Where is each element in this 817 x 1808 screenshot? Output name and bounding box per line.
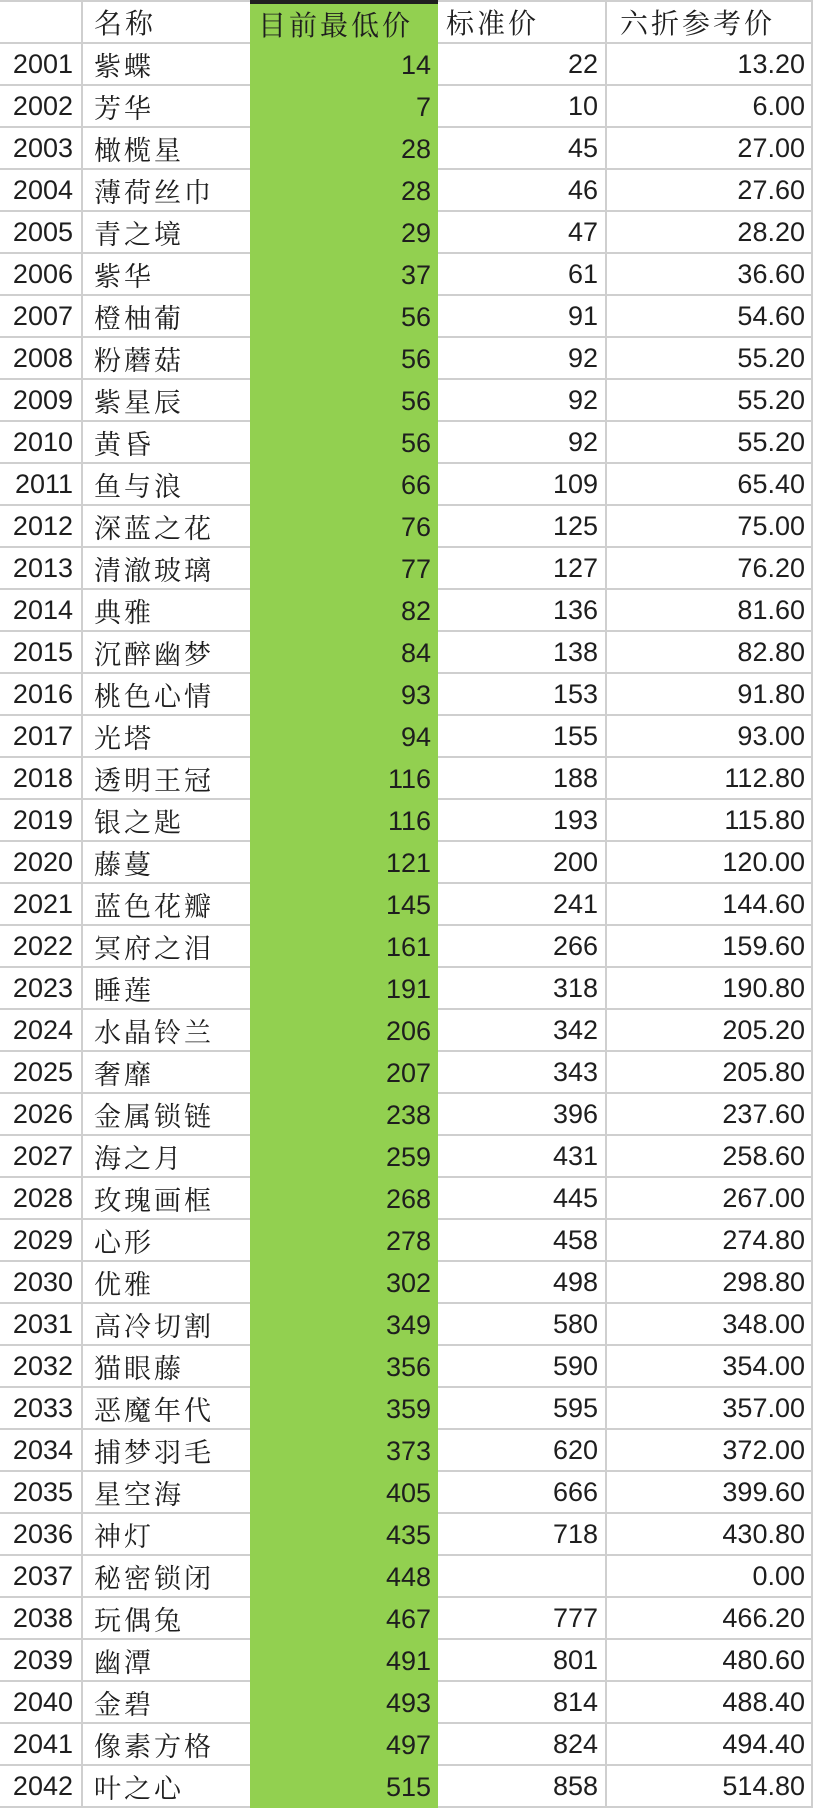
- cell-standard-price[interactable]: 92: [438, 338, 607, 380]
- cell-standard-price[interactable]: 91: [438, 296, 607, 338]
- table-row: [0, 338, 813, 380]
- cell-lowest-price[interactable]: 238: [250, 1094, 438, 1136]
- cell-standard-price[interactable]: 814: [438, 1682, 607, 1724]
- cell-row-id[interactable]: 2023: [0, 968, 83, 1010]
- cell-row-id[interactable]: 2017: [0, 716, 83, 758]
- table-row: [0, 842, 813, 884]
- cell-lowest-price[interactable]: 349: [250, 1304, 438, 1346]
- cell-lowest-price[interactable]: 116: [250, 800, 438, 842]
- table-row: [0, 296, 813, 338]
- cell-item-name[interactable]: 藤蔓: [83, 842, 250, 884]
- table-row: [0, 212, 813, 254]
- cell-discount-price[interactable]: 54.60: [607, 296, 813, 338]
- table-row: [0, 1094, 813, 1136]
- cell-item-name[interactable]: 鱼与浪: [83, 464, 250, 506]
- cell-discount-price[interactable]: 357.00: [607, 1388, 813, 1430]
- cell-row-id[interactable]: 2007: [0, 296, 83, 338]
- cell-standard-price[interactable]: 318: [438, 968, 607, 1010]
- table-row: [0, 1640, 813, 1682]
- cell-discount-price[interactable]: 480.60: [607, 1640, 813, 1682]
- table-row: [0, 128, 813, 170]
- cell-discount-price[interactable]: 399.60: [607, 1472, 813, 1514]
- header-row: [0, 0, 813, 44]
- cell-lowest-price[interactable]: 448: [250, 1556, 438, 1598]
- cell-discount-price[interactable]: 55.20: [607, 422, 813, 464]
- cell-item-name[interactable]: 奢靡: [83, 1052, 250, 1094]
- table-row: [0, 1262, 813, 1304]
- cell-row-id[interactable]: 2033: [0, 1388, 83, 1430]
- cell-discount-price[interactable]: 267.00: [607, 1178, 813, 1220]
- cell-row-id[interactable]: 2024: [0, 1010, 83, 1052]
- cell-discount-price[interactable]: 159.60: [607, 926, 813, 968]
- cell-item-name[interactable]: 黄昏: [83, 422, 250, 464]
- cell-standard-price[interactable]: 266: [438, 926, 607, 968]
- cell-item-name[interactable]: 深蓝之花: [83, 506, 250, 548]
- cell-standard-price[interactable]: 580: [438, 1304, 607, 1346]
- table-row: [0, 716, 813, 758]
- cell-row-id[interactable]: 2012: [0, 506, 83, 548]
- cell-discount-price[interactable]: 120.00: [607, 842, 813, 884]
- cell-item-name[interactable]: 芳华: [83, 86, 250, 128]
- table-row: [0, 548, 813, 590]
- cell-item-name[interactable]: 像素方格: [83, 1724, 250, 1766]
- cell-item-name[interactable]: 玩偶兔: [83, 1598, 250, 1640]
- table-row: [0, 800, 813, 842]
- cell-discount-price[interactable]: 81.60: [607, 590, 813, 632]
- cell-standard-price[interactable]: 22: [438, 44, 607, 86]
- table-row: [0, 1682, 813, 1724]
- cell-discount-price[interactable]: 0.00: [607, 1556, 813, 1598]
- cell-lowest-price[interactable]: 145: [250, 884, 438, 926]
- cell-discount-price[interactable]: 55.20: [607, 380, 813, 422]
- table-row: [0, 170, 813, 212]
- cell-item-name[interactable]: 幽潭: [83, 1640, 250, 1682]
- cell-lowest-price[interactable]: 77: [250, 548, 438, 590]
- cell-item-name[interactable]: 高冷切割: [83, 1304, 250, 1346]
- cell-discount-price[interactable]: 91.80: [607, 674, 813, 716]
- cell-standard-price[interactable]: 193: [438, 800, 607, 842]
- cell-discount-price[interactable]: 494.40: [607, 1724, 813, 1766]
- cell-discount-price[interactable]: 13.20: [607, 44, 813, 86]
- cell-lowest-price[interactable]: 116: [250, 758, 438, 800]
- cell-row-id[interactable]: 2039: [0, 1640, 83, 1682]
- cell-lowest-price[interactable]: 268: [250, 1178, 438, 1220]
- cell-row-id[interactable]: 2031: [0, 1304, 83, 1346]
- table-row: [0, 758, 813, 800]
- table-row: [0, 464, 813, 506]
- cell-standard-price[interactable]: 431: [438, 1136, 607, 1178]
- cell-row-id[interactable]: 2040: [0, 1682, 83, 1724]
- cell-discount-price[interactable]: 205.20: [607, 1010, 813, 1052]
- cell-item-name[interactable]: 海之月: [83, 1136, 250, 1178]
- cell-row-id[interactable]: 2026: [0, 1094, 83, 1136]
- cell-lowest-price[interactable]: 497: [250, 1724, 438, 1766]
- cell-lowest-price[interactable]: 467: [250, 1598, 438, 1640]
- cell-row-id[interactable]: 2037: [0, 1556, 83, 1598]
- cell-lowest-price[interactable]: 515: [250, 1766, 438, 1808]
- cell-lowest-price[interactable]: 37: [250, 254, 438, 296]
- cell-discount-price[interactable]: 348.00: [607, 1304, 813, 1346]
- cell-item-name[interactable]: 秘密锁闭: [83, 1556, 250, 1598]
- cell-lowest-price[interactable]: 76: [250, 506, 438, 548]
- cell-row-id[interactable]: 2042: [0, 1766, 83, 1808]
- cell-item-name[interactable]: 捕梦羽毛: [83, 1430, 250, 1472]
- cell-discount-price[interactable]: 466.20: [607, 1598, 813, 1640]
- cell-item-name[interactable]: 神灯: [83, 1514, 250, 1556]
- cell-standard-price[interactable]: 138: [438, 632, 607, 674]
- cell-standard-price[interactable]: 595: [438, 1388, 607, 1430]
- table-row: [0, 1472, 813, 1514]
- cell-row-id[interactable]: 2005: [0, 212, 83, 254]
- table-row: [0, 632, 813, 674]
- cell-lowest-price[interactable]: 207: [250, 1052, 438, 1094]
- cell-lowest-price[interactable]: 491: [250, 1640, 438, 1682]
- cell-row-id[interactable]: 2020: [0, 842, 83, 884]
- cell-standard-price[interactable]: 188: [438, 758, 607, 800]
- cell-discount-price[interactable]: 144.60: [607, 884, 813, 926]
- cell-lowest-price[interactable]: 29: [250, 212, 438, 254]
- table-row: [0, 1430, 813, 1472]
- cell-row-id[interactable]: 2013: [0, 548, 83, 590]
- cell-item-name[interactable]: 橙柚葡: [83, 296, 250, 338]
- cell-row-id[interactable]: 2011: [0, 464, 83, 506]
- cell-item-name[interactable]: 优雅: [83, 1262, 250, 1304]
- cell-discount-price[interactable]: 28.20: [607, 212, 813, 254]
- cell-standard-price[interactable]: 127: [438, 548, 607, 590]
- cell-discount-price[interactable]: 190.80: [607, 968, 813, 1010]
- cell-standard-price[interactable]: 46: [438, 170, 607, 212]
- cell-item-name[interactable]: 心形: [83, 1220, 250, 1262]
- cell-lowest-price[interactable]: 278: [250, 1220, 438, 1262]
- cell-discount-price[interactable]: 55.20: [607, 338, 813, 380]
- cell-discount-price[interactable]: 205.80: [607, 1052, 813, 1094]
- cell-row-id[interactable]: 2035: [0, 1472, 83, 1514]
- cell-row-id[interactable]: 2032: [0, 1346, 83, 1388]
- cell-lowest-price[interactable]: 28: [250, 170, 438, 212]
- cell-row-id[interactable]: 2028: [0, 1178, 83, 1220]
- cell-row-id[interactable]: 2038: [0, 1598, 83, 1640]
- cell-item-name[interactable]: 银之匙: [83, 800, 250, 842]
- cell-standard-price[interactable]: 777: [438, 1598, 607, 1640]
- cell-row-id[interactable]: 2006: [0, 254, 83, 296]
- cell-item-name[interactable]: 蓝色花瓣: [83, 884, 250, 926]
- header-cell-discount-price[interactable]: 六折参考价: [607, 0, 813, 44]
- cell-lowest-price[interactable]: 373: [250, 1430, 438, 1472]
- cell-standard-price[interactable]: 718: [438, 1514, 607, 1556]
- cell-lowest-price[interactable]: 259: [250, 1136, 438, 1178]
- cell-item-name[interactable]: 紫蝶: [83, 44, 250, 86]
- cell-item-name[interactable]: 青之境: [83, 212, 250, 254]
- cell-item-name[interactable]: 透明王冠: [83, 758, 250, 800]
- cell-lowest-price[interactable]: 56: [250, 422, 438, 464]
- cell-row-id[interactable]: 2041: [0, 1724, 83, 1766]
- cell-lowest-price[interactable]: 7: [250, 86, 438, 128]
- cell-standard-price[interactable]: 92: [438, 422, 607, 464]
- cell-item-name[interactable]: 桃色心情: [83, 674, 250, 716]
- cell-item-name[interactable]: 紫星辰: [83, 380, 250, 422]
- cell-item-name[interactable]: 典雅: [83, 590, 250, 632]
- cell-standard-price[interactable]: 498: [438, 1262, 607, 1304]
- table-row: [0, 968, 813, 1010]
- cell-lowest-price[interactable]: 66: [250, 464, 438, 506]
- cell-lowest-price[interactable]: 161: [250, 926, 438, 968]
- cell-lowest-price[interactable]: 206: [250, 1010, 438, 1052]
- cell-standard-price[interactable]: 666: [438, 1472, 607, 1514]
- table-row: [0, 1178, 813, 1220]
- cell-item-name[interactable]: 叶之心: [83, 1766, 250, 1808]
- cell-standard-price[interactable]: 241: [438, 884, 607, 926]
- cell-discount-price[interactable]: 514.80: [607, 1766, 813, 1808]
- cell-discount-price[interactable]: 6.00: [607, 86, 813, 128]
- cell-row-id[interactable]: 2014: [0, 590, 83, 632]
- table-row: [0, 590, 813, 632]
- cell-discount-price[interactable]: 82.80: [607, 632, 813, 674]
- cell-discount-price[interactable]: 298.80: [607, 1262, 813, 1304]
- cell-lowest-price[interactable]: 405: [250, 1472, 438, 1514]
- cell-row-id[interactable]: 2029: [0, 1220, 83, 1262]
- header-cell-standard-price[interactable]: 标准价: [438, 0, 607, 44]
- table-row: [0, 1010, 813, 1052]
- cell-discount-price[interactable]: 354.00: [607, 1346, 813, 1388]
- table-row: [0, 254, 813, 296]
- cell-item-name[interactable]: 水晶铃兰: [83, 1010, 250, 1052]
- cell-row-id[interactable]: 2027: [0, 1136, 83, 1178]
- table-row: [0, 1724, 813, 1766]
- table-row: [0, 1388, 813, 1430]
- cell-discount-price[interactable]: 372.00: [607, 1430, 813, 1472]
- cell-lowest-price[interactable]: 56: [250, 338, 438, 380]
- table-row: [0, 1514, 813, 1556]
- cell-row-id[interactable]: 2009: [0, 380, 83, 422]
- header-cell-lowest-price[interactable]: 目前最低价: [250, 0, 438, 44]
- cell-item-name[interactable]: 清澈玻璃: [83, 548, 250, 590]
- cell-discount-price[interactable]: 75.00: [607, 506, 813, 548]
- cell-standard-price[interactable]: 109: [438, 464, 607, 506]
- cell-row-id[interactable]: 2030: [0, 1262, 83, 1304]
- cell-item-name[interactable]: 橄榄星: [83, 128, 250, 170]
- cell-discount-price[interactable]: 65.40: [607, 464, 813, 506]
- table-row: [0, 1304, 813, 1346]
- cell-standard-price[interactable]: 136: [438, 590, 607, 632]
- table-row: [0, 1766, 813, 1808]
- cell-standard-price[interactable]: 858: [438, 1766, 607, 1808]
- cell-discount-price[interactable]: 112.80: [607, 758, 813, 800]
- cell-discount-price[interactable]: 27.00: [607, 128, 813, 170]
- cell-standard-price[interactable]: 824: [438, 1724, 607, 1766]
- cell-item-name[interactable]: 睡莲: [83, 968, 250, 1010]
- cell-standard-price[interactable]: 396: [438, 1094, 607, 1136]
- cell-lowest-price[interactable]: 359: [250, 1388, 438, 1430]
- table-row: [0, 422, 813, 464]
- cell-standard-price[interactable]: 47: [438, 212, 607, 254]
- cell-discount-price[interactable]: 488.40: [607, 1682, 813, 1724]
- cell-item-name[interactable]: 光塔: [83, 716, 250, 758]
- cell-row-id[interactable]: 2019: [0, 800, 83, 842]
- cell-standard-price[interactable]: [438, 1556, 607, 1598]
- cell-standard-price[interactable]: 10: [438, 86, 607, 128]
- cell-lowest-price[interactable]: 493: [250, 1682, 438, 1724]
- cell-standard-price[interactable]: 92: [438, 380, 607, 422]
- cell-item-name[interactable]: 金属锁链: [83, 1094, 250, 1136]
- cell-standard-price[interactable]: 45: [438, 128, 607, 170]
- cell-lowest-price[interactable]: 121: [250, 842, 438, 884]
- table-row: [0, 926, 813, 968]
- cell-standard-price[interactable]: 61: [438, 254, 607, 296]
- cell-lowest-price[interactable]: 191: [250, 968, 438, 1010]
- cell-item-name[interactable]: 恶魔年代: [83, 1388, 250, 1430]
- cell-row-id[interactable]: 2001: [0, 44, 83, 86]
- cell-row-id[interactable]: 2025: [0, 1052, 83, 1094]
- cell-row-id[interactable]: 2018: [0, 758, 83, 800]
- table-row: [0, 380, 813, 422]
- header-cell-id[interactable]: [0, 0, 83, 44]
- cell-row-id[interactable]: 2002: [0, 86, 83, 128]
- cell-item-name[interactable]: 金碧: [83, 1682, 250, 1724]
- cell-lowest-price[interactable]: 82: [250, 590, 438, 632]
- table-row: [0, 506, 813, 548]
- cell-standard-price[interactable]: 620: [438, 1430, 607, 1472]
- cell-lowest-price[interactable]: 94: [250, 716, 438, 758]
- cell-standard-price[interactable]: 342: [438, 1010, 607, 1052]
- table-row: [0, 1052, 813, 1094]
- cell-item-name[interactable]: 沉醉幽梦: [83, 632, 250, 674]
- cell-standard-price[interactable]: 445: [438, 1178, 607, 1220]
- table-row: [0, 1556, 813, 1598]
- cell-discount-price[interactable]: 93.00: [607, 716, 813, 758]
- table-row: [0, 884, 813, 926]
- table-row: [0, 1220, 813, 1262]
- cell-row-id[interactable]: 2021: [0, 884, 83, 926]
- cell-standard-price[interactable]: 200: [438, 842, 607, 884]
- cell-standard-price[interactable]: 155: [438, 716, 607, 758]
- cell-discount-price[interactable]: 76.20: [607, 548, 813, 590]
- cell-item-name[interactable]: 星空海: [83, 1472, 250, 1514]
- cell-row-id[interactable]: 2034: [0, 1430, 83, 1472]
- cell-standard-price[interactable]: 343: [438, 1052, 607, 1094]
- cell-lowest-price[interactable]: 56: [250, 380, 438, 422]
- cell-row-id[interactable]: 2008: [0, 338, 83, 380]
- cell-item-name[interactable]: 猫眼藤: [83, 1346, 250, 1388]
- cell-discount-price[interactable]: 237.60: [607, 1094, 813, 1136]
- cell-item-name[interactable]: 玫瑰画框: [83, 1178, 250, 1220]
- cell-item-name[interactable]: 薄荷丝巾: [83, 170, 250, 212]
- cell-lowest-price[interactable]: 84: [250, 632, 438, 674]
- cell-item-name[interactable]: 粉蘑菇: [83, 338, 250, 380]
- cell-lowest-price[interactable]: 302: [250, 1262, 438, 1304]
- cell-standard-price[interactable]: 458: [438, 1220, 607, 1262]
- cell-lowest-price[interactable]: 356: [250, 1346, 438, 1388]
- table-row: [0, 44, 813, 86]
- table-row: [0, 1346, 813, 1388]
- cell-row-id[interactable]: 2015: [0, 632, 83, 674]
- cell-lowest-price[interactable]: 56: [250, 296, 438, 338]
- cell-row-id[interactable]: 2010: [0, 422, 83, 464]
- cell-row-id[interactable]: 2016: [0, 674, 83, 716]
- cell-discount-price[interactable]: 430.80: [607, 1514, 813, 1556]
- cell-discount-price[interactable]: 36.60: [607, 254, 813, 296]
- cell-discount-price[interactable]: 274.80: [607, 1220, 813, 1262]
- cell-row-id[interactable]: 2004: [0, 170, 83, 212]
- table-body: [0, 44, 813, 1808]
- cell-row-id[interactable]: 2036: [0, 1514, 83, 1556]
- header-cell-name[interactable]: 名称: [83, 0, 250, 44]
- table-row: [0, 1136, 813, 1178]
- cell-lowest-price[interactable]: 435: [250, 1514, 438, 1556]
- cell-standard-price[interactable]: 590: [438, 1346, 607, 1388]
- table-row: [0, 86, 813, 128]
- cell-discount-price[interactable]: 27.60: [607, 170, 813, 212]
- cell-standard-price[interactable]: 153: [438, 674, 607, 716]
- cell-item-name[interactable]: 冥府之泪: [83, 926, 250, 968]
- table-row: [0, 1598, 813, 1640]
- cell-discount-price[interactable]: 258.60: [607, 1136, 813, 1178]
- cell-row-id[interactable]: 2022: [0, 926, 83, 968]
- cell-lowest-price[interactable]: 28: [250, 128, 438, 170]
- cell-row-id[interactable]: 2003: [0, 128, 83, 170]
- cell-discount-price[interactable]: 115.80: [607, 800, 813, 842]
- cell-standard-price[interactable]: 801: [438, 1640, 607, 1682]
- cell-item-name[interactable]: 紫华: [83, 254, 250, 296]
- cell-lowest-price[interactable]: 93: [250, 674, 438, 716]
- table-row: [0, 674, 813, 716]
- cell-lowest-price[interactable]: 14: [250, 44, 438, 86]
- cell-standard-price[interactable]: 125: [438, 506, 607, 548]
